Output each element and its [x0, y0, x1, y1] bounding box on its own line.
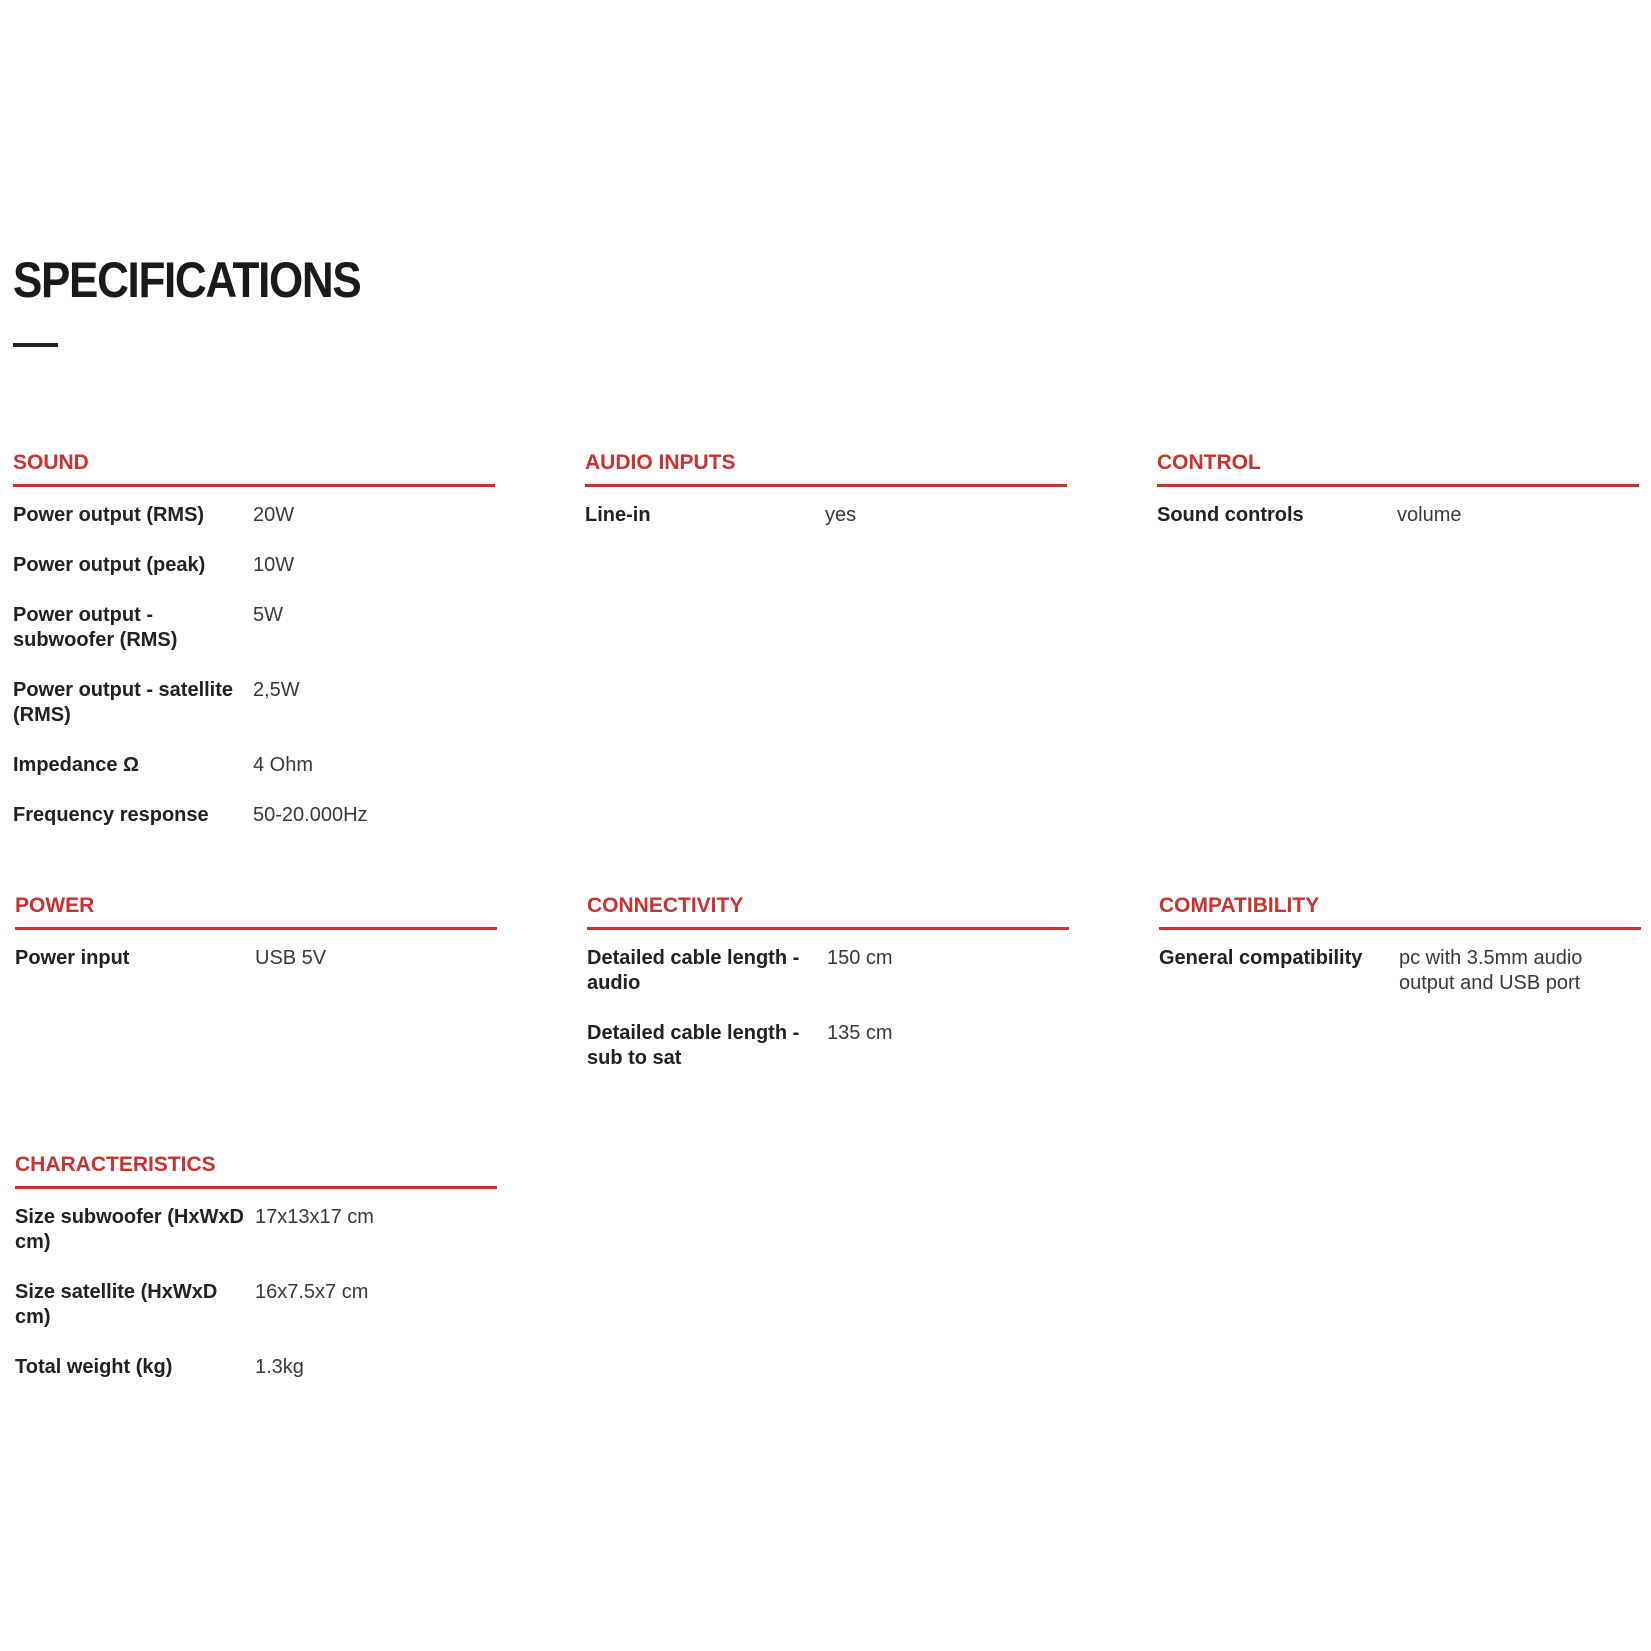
section-characteristics	[15, 1154, 497, 1405]
spec-row	[13, 603, 495, 653]
spec-row	[587, 946, 1069, 996]
section-compatibility	[1159, 895, 1641, 1021]
section-title: POWER	[15, 894, 95, 917]
spec-label: Power input	[15, 947, 130, 969]
spec-value: 2,5W	[253, 679, 300, 701]
spec-row	[13, 553, 495, 578]
spec-value: 150 cm	[827, 947, 893, 969]
spec-row	[1159, 946, 1641, 996]
spec-row	[15, 1205, 497, 1255]
section-audio-inputs	[585, 452, 1067, 553]
section-title: AUDIO INPUTS	[585, 451, 736, 474]
section-sound	[13, 452, 495, 853]
section-connectivity	[587, 895, 1069, 1096]
spec-label: Size satellite (HxWxD cm)	[15, 1281, 218, 1328]
spec-value: 10W	[253, 554, 295, 576]
spec-value: volume	[1397, 504, 1462, 526]
spec-label: Power output - subwoofer (RMS)	[13, 604, 178, 651]
spec-value: 50-20.000Hz	[253, 804, 368, 826]
section-title: SOUND	[13, 451, 89, 474]
spec-value: 17x13x17 cm	[255, 1206, 374, 1228]
spec-row	[13, 803, 495, 828]
spec-value: 20W	[253, 504, 295, 526]
spec-value: 1.3kg	[255, 1356, 304, 1378]
spec-label: Line-in	[585, 504, 651, 526]
spec-row	[15, 946, 497, 971]
spec-label: Power output (peak)	[13, 554, 206, 576]
spec-label: Power output (RMS)	[13, 504, 205, 526]
spec-label: Total weight (kg)	[15, 1356, 173, 1378]
spec-value: 16x7.5x7 cm	[255, 1281, 369, 1303]
spec-row	[15, 1280, 497, 1330]
spec-value: yes	[825, 504, 857, 526]
section-control	[1157, 452, 1639, 553]
spec-label: Size subwoofer (HxWxD cm)	[15, 1206, 244, 1253]
section-title: COMPATIBILITY	[1159, 894, 1320, 917]
spec-value: 5W	[253, 604, 283, 626]
spec-label: Detailed cable length - sub to sat	[587, 1022, 800, 1069]
spec-row	[585, 503, 1067, 528]
spec-value: 135 cm	[827, 1022, 893, 1044]
spec-row	[1157, 503, 1639, 528]
spec-value: pc with 3.5mm audio output and USB port	[1399, 947, 1583, 994]
section-power	[15, 895, 497, 996]
spec-row	[15, 1355, 497, 1380]
spec-row	[13, 503, 495, 528]
spec-row	[13, 678, 495, 728]
spec-row	[13, 753, 495, 778]
spec-label: Sound controls	[1157, 504, 1304, 526]
spec-value: 4 Ohm	[253, 754, 314, 776]
section-title: CONNECTIVITY	[587, 894, 744, 917]
spec-label: Frequency response	[13, 804, 209, 826]
spec-label: Detailed cable length - audio	[587, 947, 800, 994]
section-title: CHARACTERISTICS	[15, 1153, 216, 1176]
title-underline	[13, 343, 58, 347]
spec-row	[587, 1021, 1069, 1071]
spec-value: USB 5V	[255, 947, 327, 969]
page-title: SPECIFICATIONS	[13, 252, 361, 308]
section-title: CONTROL	[1157, 451, 1261, 474]
spec-label: Power output - satellite (RMS)	[13, 679, 234, 726]
spec-label: General compatibility	[1159, 947, 1363, 969]
spec-label: Impedance Ω	[13, 754, 140, 776]
